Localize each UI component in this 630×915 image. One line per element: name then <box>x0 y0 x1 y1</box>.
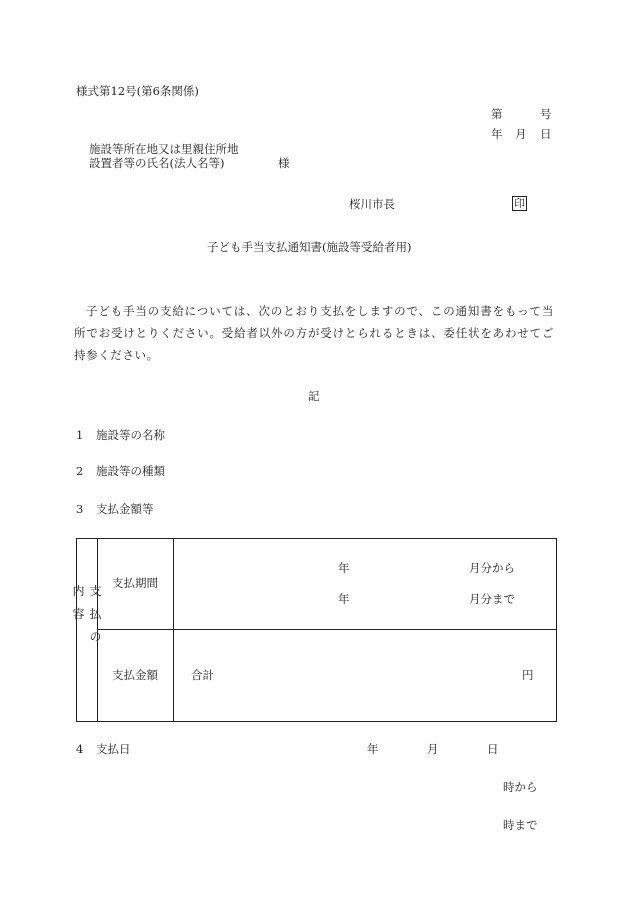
period-year-from: 年 <box>338 561 350 575</box>
addressee-address: 施設等所在地又は里親住所地 <box>89 142 239 156</box>
date-year: 年 <box>491 127 503 141</box>
payment-month: 月 <box>427 742 439 756</box>
period-month-to: 月分まで <box>469 592 515 606</box>
amount-total-label: 合計 <box>191 668 214 682</box>
seal-box: 印 <box>514 197 525 210</box>
item-3-label: 支払金額等 <box>96 502 154 516</box>
date-day: 日 <box>540 127 552 141</box>
period-label: 支払期間 <box>112 576 158 590</box>
payment-day: 日 <box>487 742 499 756</box>
document-title: 子ども手当支払通知書(施設等受給者用) <box>207 240 412 254</box>
payment-year: 年 <box>367 742 379 756</box>
amount-label-cell <box>98 630 174 722</box>
addressee-name: 設置者等の氏名(法人名等) <box>89 156 225 170</box>
item-1-number: 1 <box>76 428 84 442</box>
amount-unit: 円 <box>522 668 534 682</box>
item-2-label: 施設等の種類 <box>96 464 165 478</box>
period-value-cell <box>174 539 557 630</box>
form-label: 様式第12号(第6条関係) <box>76 84 199 98</box>
item-3-number: 3 <box>76 502 84 516</box>
amount-label: 支払金額 <box>112 668 158 682</box>
payment-time-to: 時まで <box>503 818 538 832</box>
body-paragraph: 子ども手当の支給については、次のとおり支払をしますので、この通知書をもって当所でお受けとりください。受給者以外の方が受けとられるときは、委任状をあわせてご持参ください。 <box>74 304 554 362</box>
seal-mark <box>512 198 527 210</box>
period-label-cell <box>98 539 174 630</box>
item-4-number: 4 <box>76 742 84 756</box>
period-year-to: 年 <box>338 592 350 606</box>
issuer-name: 桜川市長 <box>349 197 395 211</box>
item-4-label: 支払日 <box>96 742 131 756</box>
period-month-from: 月分から <box>469 561 515 575</box>
side-label-cell <box>71 539 102 722</box>
payment-time-from: 時から <box>503 780 538 794</box>
addressee-honorific: 様 <box>278 156 290 170</box>
ki-mark: 記 <box>308 389 320 403</box>
item-1-label: 施設等の名称 <box>96 428 165 442</box>
item-2-number: 2 <box>76 464 84 478</box>
side-label: 支払の内容 <box>71 584 102 654</box>
amount-value-cell <box>174 630 557 722</box>
doc-number-suffix: 号 <box>540 107 552 121</box>
doc-number-prefix: 第 <box>491 107 503 121</box>
payment-table <box>71 538 557 722</box>
date-month: 月 <box>515 127 527 141</box>
